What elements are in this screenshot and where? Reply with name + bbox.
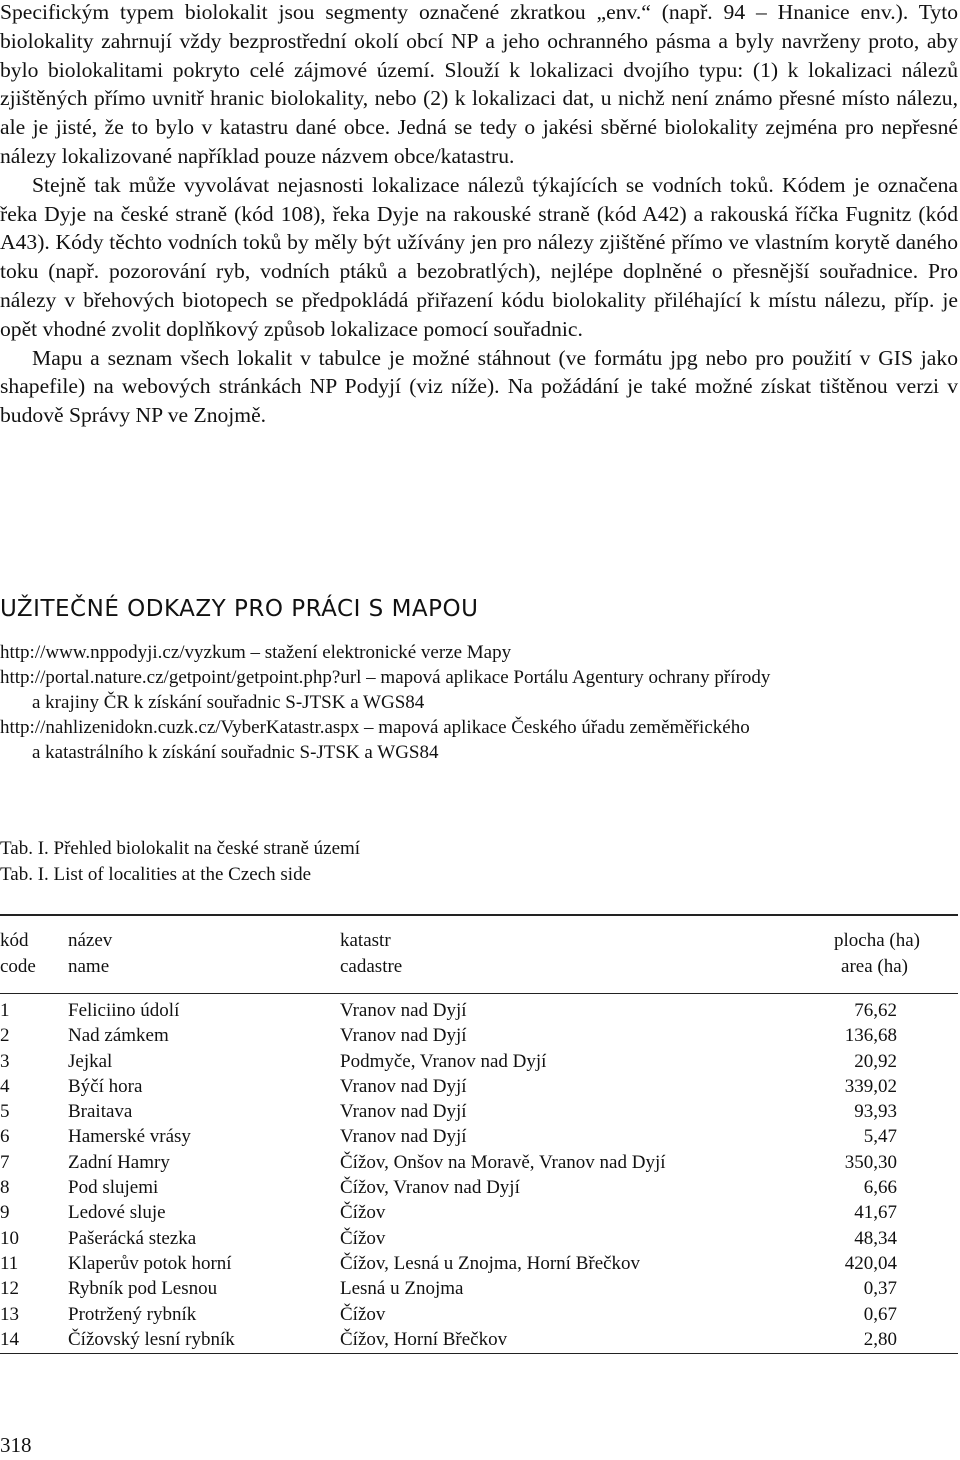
- cell-katastr: Podmyče, Vranov nad Dyjí: [340, 1050, 547, 1072]
- table-row: [0, 1099, 958, 1124]
- section-heading-useful-links: UŽITEČNÉ ODKAZY PRO PRÁCI S MAPOU: [0, 596, 479, 622]
- cell-plocha: 0,37: [863, 1278, 897, 1300]
- table-caption-en: Tab. I. List of localities at the Czech side: [0, 864, 312, 885]
- cell-kod: 14: [0, 1328, 19, 1350]
- table-row: [0, 1276, 958, 1301]
- cell-katastr: Čížov: [340, 1227, 386, 1249]
- table-row: [0, 1023, 958, 1048]
- cell-kod: 13: [0, 1303, 19, 1325]
- cell-plocha: 0,67: [863, 1303, 897, 1325]
- header-area: area (ha): [841, 956, 908, 977]
- link-entry-cuzk[interactable]: [0, 715, 958, 765]
- table-row: [0, 1175, 958, 1200]
- cell-nazev: Zadní Hamry: [68, 1151, 170, 1173]
- table-header-row-cz: [0, 928, 958, 954]
- cell-nazev: Hamerské vrásy: [68, 1126, 191, 1148]
- link-line-continuation: a katastrálního k získání souřadnic S-JTSK a WGS84: [32, 742, 439, 763]
- cell-katastr: Vranov nad Dyjí: [340, 1126, 467, 1148]
- paragraph-map-download: Mapu a seznam všech lokalit v tabulce je možné stáhnout (ve formátu jpg nebo pro použití v GIS jako shapefile) na webových stránkách NP Podyjí (viz níže). Na požádání je také možné získat tištěnou verzi v budově Správy NP ve Znojmě.: [0, 345, 958, 428]
- table-row: [0, 1049, 958, 1074]
- cell-plocha: 5,47: [863, 1126, 897, 1148]
- cell-katastr: Vranov nad Dyjí: [340, 1025, 467, 1047]
- link-entry-nppodyji[interactable]: [0, 640, 958, 665]
- cell-plocha: 76,62: [854, 1000, 897, 1021]
- cell-katastr: Čížov: [340, 1202, 386, 1224]
- cell-kod: 2: [0, 1025, 10, 1047]
- table-row: [0, 1074, 958, 1099]
- cell-plocha: 350,30: [844, 1151, 897, 1173]
- table-captions: [0, 836, 360, 888]
- cell-kod: 8: [0, 1177, 10, 1199]
- table-row: [0, 1327, 958, 1352]
- table-row: [0, 998, 958, 1023]
- table-body: [0, 998, 958, 1352]
- cell-nazev: Braitava: [68, 1101, 133, 1123]
- cell-nazev: Protržený rybník: [68, 1303, 197, 1325]
- cell-plocha: 48,34: [854, 1227, 897, 1249]
- table-header: [0, 928, 958, 980]
- cell-katastr: Vranov nad Dyjí: [340, 1075, 467, 1097]
- cell-plocha: 420,04: [844, 1252, 897, 1274]
- cell-plocha: 20,92: [854, 1050, 897, 1072]
- cell-nazev: Jejkal: [68, 1050, 113, 1072]
- cell-nazev: Pašerácká stezka: [68, 1227, 197, 1249]
- paragraph-env-localities: Specifickým typem biolokalit jsou segmenty označené zkratkou „env.“ (např. 94 – Hnanice env.). Tyto biolokality zahrnují vždy bezprostřední okolí obcí NP a jeho ochranného pásma a byly navrženy proto, aby bylo biolokalitami pokryto celé zájmové území. Slouží k lokalizaci dvojího typu: (1) k lokalizaci nálezů zjištěných přímo uvnitř hranic biolokality, nebo (2) k lokalizaci dat, u nichž není známo přesné místo nálezu, ale je jisté, že to bylo v katastru dané obce. Jedná se tedy o jakési sběrné biolokality zejména pro nepřesné nálezy lokalizované například pouze názvem obce/katastru.: [0, 0, 958, 168]
- cell-plocha: 2,80: [863, 1328, 897, 1350]
- cell-katastr: Čížov, Lesná u Znojma, Horní Břečkov: [340, 1252, 641, 1274]
- cell-katastr: Čížov, Onšov na Moravě, Vranov nad Dyjí: [340, 1151, 666, 1173]
- table-row: [0, 1302, 958, 1327]
- cell-katastr: Čížov, Horní Břečkov: [340, 1328, 508, 1350]
- cell-katastr: Čížov, Vranov nad Dyjí: [340, 1177, 520, 1199]
- table-row: [0, 1251, 958, 1276]
- cell-katastr: Čížov: [340, 1303, 386, 1325]
- body-text: [0, 0, 958, 430]
- header-plocha: plocha (ha): [834, 930, 920, 951]
- link-line[interactable]: http://nahlizenidokn.cuzk.cz/VyberKatastr.aspx – mapová aplikace Českého úřadu zeměměřického: [0, 717, 750, 738]
- cell-kod: 7: [0, 1151, 10, 1173]
- cell-nazev: Čížovský lesní rybník: [68, 1328, 235, 1350]
- link-line[interactable]: http://portal.nature.cz/getpoint/getpoint.php?url – mapová aplikace Portálu Agentury ochrany přírody: [0, 667, 771, 688]
- table-row: [0, 1200, 958, 1225]
- cell-kod: 4: [0, 1075, 10, 1097]
- cell-kod: 6: [0, 1126, 10, 1148]
- header-cadastre: cadastre: [340, 956, 403, 977]
- cell-nazev: Rybník pod Lesnou: [68, 1278, 218, 1300]
- cell-plocha: 41,67: [854, 1202, 897, 1224]
- header-name: name: [68, 956, 110, 977]
- cell-kod: 10: [0, 1227, 19, 1249]
- header-katastr: katastr: [340, 930, 391, 951]
- table-row: [0, 1226, 958, 1251]
- table-header-rule: [0, 993, 958, 994]
- link-line[interactable]: http://www.nppodyji.cz/vyzkum – stažení elektronické verze Mapy: [0, 642, 512, 663]
- cell-nazev: Feliciino údolí: [68, 1000, 180, 1021]
- cell-plocha: 339,02: [844, 1075, 897, 1097]
- cell-kod: 5: [0, 1101, 10, 1123]
- cell-nazev: Pod slujemi: [68, 1177, 159, 1199]
- cell-plocha: 93,93: [854, 1101, 897, 1123]
- cell-plocha: 6,66: [863, 1177, 897, 1199]
- cell-nazev: Býčí hora: [68, 1075, 143, 1097]
- table-top-rule: [0, 914, 958, 916]
- cell-kod: 1: [0, 1000, 10, 1021]
- cell-kod: 11: [0, 1252, 19, 1274]
- link-line-continuation: a krajiny ČR k získání souřadnic S-JTSK a WGS84: [32, 692, 425, 713]
- table-bottom-rule: [0, 1353, 958, 1354]
- table-row: [0, 1150, 958, 1175]
- cell-nazev: Nad zámkem: [68, 1025, 169, 1047]
- header-kod: kód: [0, 930, 29, 951]
- cell-katastr: Vranov nad Dyjí: [340, 1000, 467, 1021]
- page-number: 318: [0, 1433, 32, 1457]
- cell-katastr: Vranov nad Dyjí: [340, 1101, 467, 1123]
- cell-kod: 12: [0, 1278, 19, 1300]
- header-nazev: název: [68, 930, 113, 951]
- cell-katastr: Lesná u Znojma: [340, 1278, 464, 1300]
- links-list: [0, 640, 958, 765]
- cell-nazev: Ledové sluje: [68, 1202, 166, 1224]
- cell-kod: 3: [0, 1050, 10, 1072]
- cell-plocha: 136,68: [844, 1025, 897, 1047]
- table-header-row-en: [0, 954, 958, 980]
- link-entry-portal-nature[interactable]: [0, 665, 958, 715]
- cell-kod: 9: [0, 1202, 10, 1224]
- table-row: [0, 1124, 958, 1149]
- header-code: code: [0, 956, 36, 977]
- paragraph-water-streams: Stejně tak může vyvolávat nejasnosti lokalizace nálezů týkajících se vodních toků. Kódem je označena řeka Dyje na české straně (kód 108), řeka Dyje na rakouské straně (kód A42) a rakouská říčka Fugnitz (kód A43). Kódy těchto vodních toků by měly být užívány jen pro nálezy zjištěné přímo ve vlastním korytě daného toku (např. pozorování ryb, vodních ptáků a bezobratlých), nejlépe doplněné o přesnější souřadnice. Pro nálezy v břehových biotopech se předpokládá přiřazení kódu biolokality přiléhající k místu nálezu, příp. je opět vhodné zvolit doplňkový způsob lokalizace pomocí souřadnic.: [0, 172, 958, 341]
- cell-nazev: Klaperův potok horní: [68, 1252, 232, 1274]
- table-caption-cz: Tab. I. Přehled biolokalit na české straně území: [0, 838, 361, 859]
